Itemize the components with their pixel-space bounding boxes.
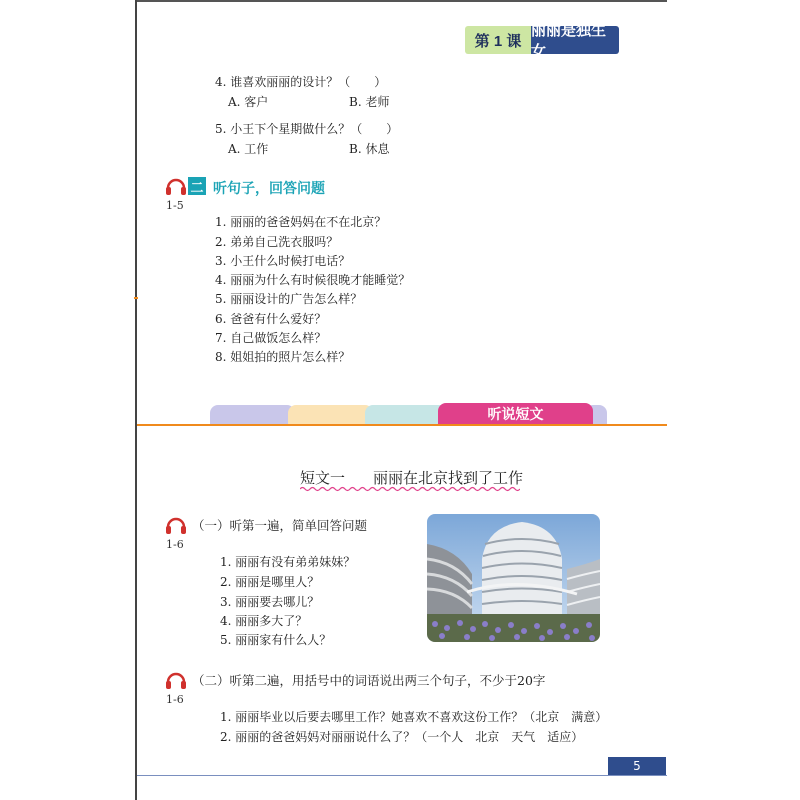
lesson-number-tab: 第 1 课: [465, 26, 531, 54]
question-4: 4. 谁喜欢丽丽的设计？（ ）: [215, 75, 387, 89]
part1-question-1: 1. 丽丽有没有弟弟妹妹？: [220, 555, 356, 569]
question-5-option-a: A. 工作: [228, 142, 269, 156]
banner-tab-lavender: [210, 405, 295, 424]
question-4-option-a: A. 客户: [228, 95, 269, 109]
story-title: [300, 467, 523, 488]
part2-question-2: 2. 丽丽的爸爸妈妈对丽丽说什么了？（一个人 北京 天气 适应）: [220, 730, 584, 744]
question-5: 5. 小王下个星期做什么？（ ）: [215, 122, 399, 136]
page-number: 5: [608, 757, 666, 775]
page-left-border: [135, 0, 137, 800]
margin-mark: [134, 297, 138, 299]
headphone-icon: [165, 176, 187, 196]
section-title: 听句子，回答问题: [213, 181, 325, 197]
building-photo: [427, 514, 600, 642]
story-label: 短文一: [300, 469, 346, 487]
part2-question-1: 1. 丽丽毕业以后要去哪里工作？她喜欢不喜欢这份工作？（北京 满意）: [220, 710, 608, 724]
part1-question-2: 2. 丽丽是哪里人？: [220, 575, 320, 589]
banner-underline: [137, 424, 667, 426]
audio-track-label: 1-6: [166, 693, 184, 706]
section2-question-5: 5. 丽丽设计的广告怎么样？: [215, 292, 363, 306]
part1-question-5: 5. 丽丽家有什么人？: [220, 633, 332, 647]
headphone-icon: [165, 670, 187, 690]
section2-question-2: 2. 弟弟自己洗衣服吗？: [215, 235, 339, 249]
banner-title: 听说短文: [438, 403, 593, 424]
part1-question-4: 4. 丽丽多大了？: [220, 614, 308, 628]
page-top-border: [135, 0, 667, 2]
audio-track-label: 1-5: [166, 199, 184, 212]
part1-heading: （一）听第一遍，简单回答问题: [192, 518, 368, 533]
section2-question-6: 6. 爸爸有什么爱好？: [215, 312, 327, 326]
wavy-underline: [300, 486, 520, 492]
story-name: 丽丽在北京找到了工作: [373, 469, 524, 487]
question-5-option-b: B. 休息: [349, 142, 390, 156]
section2-question-1: 1. 丽丽的爸爸妈妈在不在北京？: [215, 215, 387, 229]
part2-heading: （二）听第二遍，用括号中的词语说出两三个句子，不少于20字: [192, 673, 546, 688]
section2-question-3: 3. 小王什么时候打电话？: [215, 254, 351, 268]
footer-line: [137, 775, 667, 776]
part1-question-3: 3. 丽丽要去哪儿？: [220, 595, 320, 609]
audio-track-label: 1-6: [166, 538, 184, 551]
section2-question-7: 7. 自己做饭怎么样？: [215, 331, 327, 345]
section2-question-8: 8. 姐姐拍的照片怎么样？: [215, 350, 351, 364]
lesson-title-tab: 丽丽是独生女: [531, 26, 619, 54]
section-badge: 二: [188, 177, 206, 195]
section2-question-4: 4. 丽丽为什么有时候很晚才能睡觉？: [215, 273, 411, 287]
headphone-icon: [165, 515, 187, 535]
question-4-option-b: B. 老师: [349, 95, 390, 109]
banner-tab-peach: [288, 405, 373, 424]
